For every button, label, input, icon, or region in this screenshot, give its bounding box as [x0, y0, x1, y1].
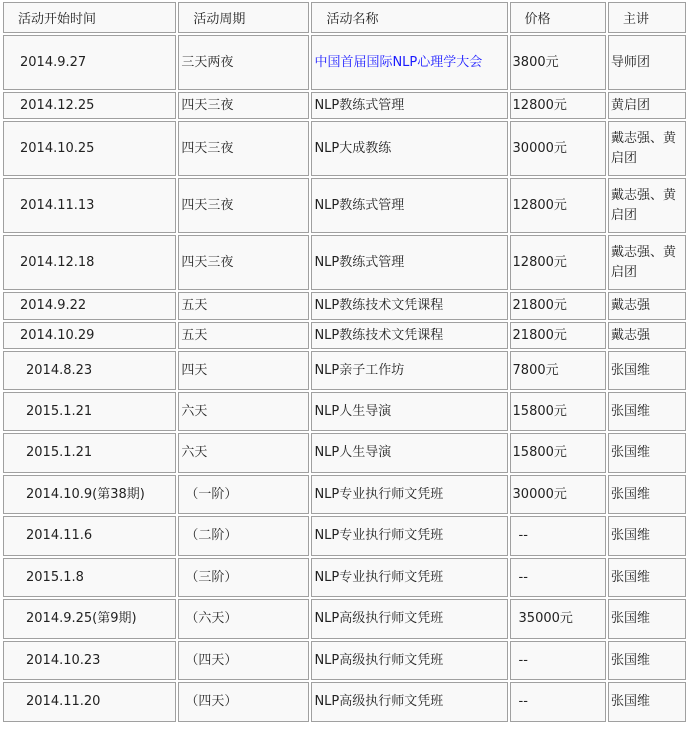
table-row — [3, 322, 686, 349]
cell-name — [311, 641, 507, 680]
cell-period-text: 四天三夜 — [181, 254, 234, 270]
cell-period-text: 四天三夜 — [181, 97, 234, 113]
cell-price — [510, 292, 606, 320]
cell-period — [178, 292, 309, 320]
cell-period-text: 五天 — [181, 298, 208, 313]
cell-name-text: NLP高级执行师文凭班 — [314, 694, 444, 709]
cell-start-time-text: 2014.11.13 — [20, 197, 95, 213]
table-body — [3, 35, 686, 722]
table-row — [3, 641, 686, 680]
cell-start-time — [3, 433, 176, 473]
cell-name — [311, 351, 507, 390]
cell-price — [510, 92, 606, 119]
cell-speaker — [608, 433, 686, 473]
cell-name — [311, 433, 507, 473]
cell-speaker — [608, 351, 686, 390]
cell-speaker-text: 张国维 — [610, 528, 650, 543]
cell-price-text: -- — [518, 528, 528, 543]
cell-name-text: NLP高级执行师文凭班 — [314, 611, 444, 626]
cell-price-text: 12800元 — [512, 254, 567, 270]
cell-start-time — [3, 178, 176, 233]
cell-name-text: NLP大成教练 — [314, 140, 392, 156]
cell-price-text: 21800元 — [512, 327, 567, 343]
cell-price-text: 12800元 — [512, 97, 567, 113]
cell-speaker-text: 黄启团 — [610, 97, 650, 113]
cell-name — [311, 392, 507, 431]
cell-speaker — [608, 599, 686, 639]
cell-period — [178, 235, 309, 290]
cell-start-time — [3, 599, 176, 639]
cell-name — [311, 475, 507, 514]
cell-price-text: -- — [518, 694, 528, 709]
cell-period-text: 三天两夜 — [181, 54, 234, 70]
cell-price — [510, 641, 606, 680]
cell-start-time-text: 2014.10.29 — [20, 327, 95, 343]
cell-name-text: NLP专业执行师文凭班 — [314, 528, 444, 543]
cell-period-text: 六天 — [181, 445, 208, 460]
cell-name-text: NLP人生导演 — [314, 445, 392, 460]
cell-speaker — [608, 322, 686, 349]
cell-period-text: 四天三夜 — [181, 197, 234, 213]
cell-start-time — [3, 475, 176, 514]
cell-start-time-text: 2015.1.8 — [26, 569, 84, 585]
cell-start-time — [3, 392, 176, 431]
cell-start-time — [3, 35, 176, 90]
header-price: 价格 — [510, 2, 606, 33]
cell-period — [178, 35, 309, 90]
header-period: 活动周期 — [178, 2, 309, 33]
cell-period — [178, 433, 309, 473]
cell-speaker — [608, 475, 686, 514]
cell-start-time-text: 2014.12.18 — [20, 254, 95, 270]
cell-price — [510, 235, 606, 290]
cell-period-text: （一阶） — [185, 486, 238, 502]
cell-start-time-text: 2014.11.20 — [26, 694, 101, 709]
cell-start-time-text: 2014.9.27 — [20, 54, 87, 70]
cell-period — [178, 121, 309, 176]
header-name: 活动名称 — [311, 2, 507, 33]
cell-speaker-text: 张国维 — [610, 403, 650, 419]
cell-price-text: 21800元 — [512, 298, 567, 313]
cell-speaker-text: 戴志强 — [610, 298, 650, 313]
cell-period — [178, 92, 309, 119]
cell-name — [311, 599, 507, 639]
cell-speaker-text: 张国维 — [610, 486, 650, 502]
cell-start-time-text: 2014.12.25 — [20, 97, 95, 113]
cell-price — [510, 178, 606, 233]
cell-period-text: （六天） — [185, 611, 238, 626]
schedule-table — [1, 0, 688, 724]
cell-name — [311, 322, 507, 349]
cell-speaker-text: 导师团 — [610, 54, 650, 70]
cell-start-time-text: 2014.10.25 — [20, 140, 95, 156]
cell-start-time-text: 2014.9.22 — [20, 298, 87, 313]
cell-start-time — [3, 235, 176, 290]
cell-speaker-text: 张国维 — [610, 652, 650, 668]
cell-start-time — [3, 516, 176, 556]
cell-name-text: NLP教练式管理 — [314, 97, 405, 113]
table-row — [3, 92, 686, 119]
cell-speaker — [608, 516, 686, 556]
cell-speaker — [608, 35, 686, 90]
cell-name-text: NLP教练式管理 — [314, 197, 405, 213]
cell-price-text: -- — [518, 569, 528, 585]
table-row — [3, 516, 686, 556]
cell-name — [311, 121, 507, 176]
cell-price — [510, 121, 606, 176]
table-row — [3, 235, 686, 290]
cell-period-text: （四天） — [185, 694, 238, 709]
header-speaker: 主讲 — [608, 2, 686, 33]
cell-name — [311, 92, 507, 119]
table-row — [3, 178, 686, 233]
cell-period-text: （二阶） — [185, 528, 238, 543]
table-row — [3, 682, 686, 722]
cell-start-time-text: 2014.10.9(第38期) — [26, 486, 145, 502]
cell-period-text: 五天 — [181, 327, 208, 343]
cell-start-time — [3, 292, 176, 320]
table-row — [3, 433, 686, 473]
cell-price-text: 7800元 — [512, 362, 559, 378]
cell-price — [510, 433, 606, 473]
cell-period — [178, 682, 309, 722]
cell-price — [510, 516, 606, 556]
cell-period — [178, 641, 309, 680]
cell-price — [510, 35, 606, 90]
cell-start-time-text: 2014.11.6 — [26, 528, 93, 543]
table-row — [3, 392, 686, 431]
cell-period — [178, 475, 309, 514]
cell-name — [311, 35, 507, 90]
cell-price — [510, 599, 606, 639]
cell-price-text: -- — [518, 652, 528, 668]
cell-price — [510, 351, 606, 390]
cell-start-time-text: 2015.1.21 — [26, 445, 93, 460]
cell-name-text: NLP亲子工作坊 — [314, 362, 405, 378]
cell-price-text: 15800元 — [512, 445, 567, 460]
cell-speaker-text: 张国维 — [610, 445, 650, 460]
cell-period — [178, 599, 309, 639]
table-row — [3, 351, 686, 390]
table-header — [3, 2, 686, 33]
cell-name-text: NLP教练式管理 — [314, 254, 405, 270]
cell-name — [311, 292, 507, 320]
cell-price-text: 30000元 — [512, 140, 567, 156]
table-row — [3, 558, 686, 597]
cell-price-text: 12800元 — [512, 197, 567, 213]
table-row — [3, 599, 686, 639]
cell-name-text: NLP人生导演 — [314, 403, 392, 419]
table-row — [3, 475, 686, 514]
cell-speaker — [608, 682, 686, 722]
cell-name — [311, 516, 507, 556]
table-row — [3, 121, 686, 176]
cell-name — [311, 235, 507, 290]
cell-start-time-text: 2014.10.23 — [26, 652, 101, 668]
table-row — [3, 35, 686, 90]
event-name-link[interactable]: 中国首届国际NLP心理学大会 — [314, 54, 483, 70]
cell-speaker — [608, 92, 686, 119]
cell-period-text: （三阶） — [185, 569, 238, 585]
table-row — [3, 292, 686, 320]
cell-name — [311, 682, 507, 722]
cell-price-text: 3800元 — [512, 54, 559, 70]
cell-name-text: NLP教练技术文凭课程 — [314, 327, 444, 343]
cell-name-text: NLP教练技术文凭课程 — [314, 298, 444, 313]
cell-speaker-text: 戴志强、黄启团 — [610, 244, 676, 280]
cell-period-text: 四天三夜 — [181, 140, 234, 156]
cell-start-time — [3, 121, 176, 176]
cell-price — [510, 475, 606, 514]
cell-name-text: NLP专业执行师文凭班 — [314, 486, 444, 502]
cell-speaker — [608, 641, 686, 680]
cell-start-time — [3, 351, 176, 390]
header-row — [3, 2, 686, 33]
cell-period — [178, 558, 309, 597]
cell-speaker — [608, 235, 686, 290]
cell-speaker-text: 戴志强、黄启团 — [610, 187, 676, 223]
cell-speaker — [608, 292, 686, 320]
cell-price — [510, 392, 606, 431]
cell-name-text: NLP高级执行师文凭班 — [314, 652, 444, 668]
cell-price-text: 15800元 — [512, 403, 567, 419]
cell-period — [178, 516, 309, 556]
cell-price-text: 35000元 — [518, 611, 573, 626]
cell-period-text: 六天 — [181, 403, 208, 419]
cell-speaker-text: 戴志强、黄启团 — [610, 130, 676, 166]
cell-speaker-text: 张国维 — [610, 694, 650, 709]
cell-speaker — [608, 178, 686, 233]
cell-period — [178, 322, 309, 349]
cell-start-time-text: 2014.8.23 — [26, 362, 93, 378]
cell-speaker-text: 张国维 — [610, 611, 650, 626]
cell-start-time — [3, 641, 176, 680]
cell-speaker-text: 戴志强 — [610, 327, 650, 343]
cell-start-time — [3, 92, 176, 119]
cell-name — [311, 178, 507, 233]
cell-speaker-text: 张国维 — [610, 569, 650, 585]
cell-period-text: （四天） — [185, 652, 238, 668]
cell-period — [178, 178, 309, 233]
cell-speaker — [608, 392, 686, 431]
cell-start-time-text: 2014.9.25(第9期) — [26, 611, 137, 626]
cell-period — [178, 392, 309, 431]
cell-start-time — [3, 558, 176, 597]
cell-price-text: 30000元 — [512, 486, 567, 502]
cell-name-text: NLP专业执行师文凭班 — [314, 569, 444, 585]
cell-speaker-text: 张国维 — [610, 362, 650, 378]
header-start-time: 活动开始时间 — [3, 2, 176, 33]
cell-name — [311, 558, 507, 597]
cell-period-text: 四天 — [181, 362, 208, 378]
cell-price — [510, 558, 606, 597]
cell-price — [510, 682, 606, 722]
cell-speaker — [608, 558, 686, 597]
cell-speaker — [608, 121, 686, 176]
cell-start-time-text: 2015.1.21 — [26, 403, 93, 419]
cell-start-time — [3, 682, 176, 722]
cell-price — [510, 322, 606, 349]
cell-start-time — [3, 322, 176, 349]
cell-period — [178, 351, 309, 390]
